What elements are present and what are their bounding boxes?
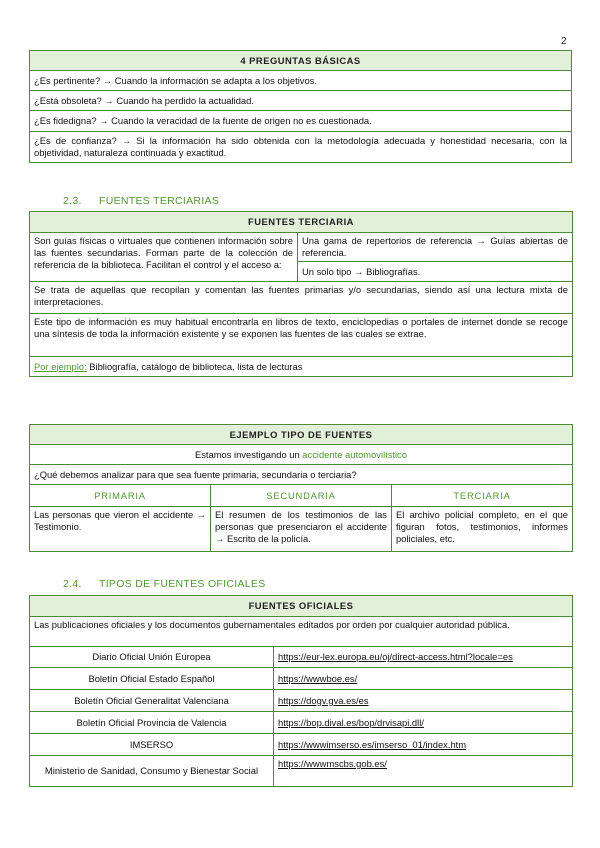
ejemplo-question: ¿Qué debemos analizar para que sea fuente primaria, secundaria o terciaria? — [30, 465, 573, 485]
ejemplo-intro-prefix: Estamos investigando un — [194, 448, 303, 460]
oficial-url[interactable]: https://eur-lex.europa.eu/oj/direct-access.html?locale=es — [278, 651, 513, 663]
column-terciaria: TERCIARIA — [392, 485, 573, 507]
terciaria-definition: Son guías físicas o virtuales que contienen información sobre las fuentes secundarias. Forman parte de la colección de referencia de la biblioteca. Facilitan el control y el acceso a: — [30, 233, 298, 282]
terciaria-table — [29, 211, 573, 377]
pregunta-fidedigna: ¿Es fidedigna? → Cuando la veracidad de la fuente de origen no es cuestionada. — [30, 111, 572, 132]
terciaria-example — [30, 357, 573, 377]
pregunta-pertinente: ¿Es pertinente? → Cuando la información se adapta a los objetivos. — [30, 71, 572, 91]
oficial-name: Boletín Oficial Generalitat Valenciana — [30, 690, 274, 712]
ejemplo-title: EJEMPLO TIPO DE FUENTES — [30, 425, 573, 445]
cell-secundaria: El resumen de los testimonios de las personas que presenciaron el accidente → Escrito de la policía. — [211, 507, 392, 552]
terciaria-paragraph-1: Se trata de aquellas que recopilan y comentan las fuentes primarias y/o secundarias, siendo así una lectura mixta de interpretaciones. — [30, 282, 573, 314]
section-number: 2.3. — [63, 195, 82, 207]
oficial-link[interactable] — [274, 712, 573, 734]
oficial-link[interactable] — [274, 756, 573, 787]
terciaria-title: FUENTES TERCIARIA — [30, 212, 573, 233]
oficial-name: Ministerio de Sanidad, Consumo y Bienestar Social — [30, 756, 274, 787]
terciaria-bibliografias: Un solo tipo → Bibliografías. — [298, 262, 573, 282]
oficial-link[interactable] — [274, 690, 573, 712]
ejemplo-intro-highlight: accidente automovilístico — [302, 448, 408, 460]
oficial-name: Boletín Oficial Provincia de Valencia — [30, 712, 274, 734]
section-title: FUENTES TERCIARIAS — [99, 195, 220, 207]
oficial-url[interactable]: https://dogv.gva.es/es — [278, 694, 369, 706]
example-label: Por ejemplo: — [34, 360, 87, 372]
oficial-name: IMSERSO — [30, 734, 274, 756]
section-heading-terciarias — [63, 195, 219, 207]
cell-primaria: Las personas que vieron el accidente → Testimonio. — [30, 507, 211, 552]
oficial-url[interactable]: https://wwwmscbs.gob.es/ — [278, 758, 387, 769]
oficial-name: Boletín Oficial Estado Español — [30, 668, 274, 690]
section-heading-oficiales — [63, 578, 266, 590]
terciaria-paragraph-2: Este tipo de información es muy habitual encontrarla en libros de texto, enciclopedias o portales de internet donde se recoge una síntesis de toda la información existente y se exponen las fuentes de las cuales se extrae. — [30, 314, 573, 357]
terciaria-guias: Una gama de repertorios de referencia → Guías abiertas de referencia. — [298, 233, 573, 262]
ejemplo-intro — [30, 445, 573, 465]
oficial-url[interactable]: https://bop.dival.es/bop/drvisapi.dll/ — [278, 716, 424, 728]
oficial-link[interactable] — [274, 647, 573, 668]
oficial-link[interactable] — [274, 668, 573, 690]
oficial-url[interactable]: https://wwwimserso.es/imserso_01/index.htm — [278, 738, 467, 750]
section-title: TIPOS DE FUENTES OFICIALES — [99, 578, 266, 590]
page-number: 2 — [561, 36, 567, 47]
cell-terciaria: El archivo policial completo, en el que figuran fotos, testimonios, informes policiales, etc. — [392, 507, 573, 552]
oficiales-table — [29, 595, 573, 787]
oficial-url[interactable]: https://wwwboe.es/ — [278, 672, 358, 684]
preguntas-table — [29, 50, 572, 163]
pregunta-obsoleta: ¿Está obsoleta? → Cuando ha perdido la actualidad. — [30, 91, 572, 111]
oficiales-title: FUENTES OFICIALES — [30, 596, 573, 617]
column-secundaria: SECUNDARIA — [211, 485, 392, 507]
oficiales-intro: Las publicaciones oficiales y los documentos gubernamentales editados por orden por cualquier autoridad pública. — [30, 617, 573, 647]
column-primaria: PRIMARIA — [30, 485, 211, 507]
example-text: Bibliografía, catálogo de biblioteca, lista de lecturas — [86, 360, 303, 372]
oficial-link[interactable] — [274, 734, 573, 756]
oficial-name: Diario Oficial Unión Europea — [30, 647, 274, 668]
pregunta-confianza: ¿Es de confianza? → Si la información ha sido obtenida con la metodología adecuada y honestidad necesaria, con la objetividad, naturaleza continuada y exactitud. — [30, 132, 572, 163]
section-number: 2.4. — [63, 578, 82, 590]
preguntas-title: 4 PREGUNTAS BÁSICAS — [30, 51, 572, 71]
ejemplo-table — [29, 424, 573, 552]
